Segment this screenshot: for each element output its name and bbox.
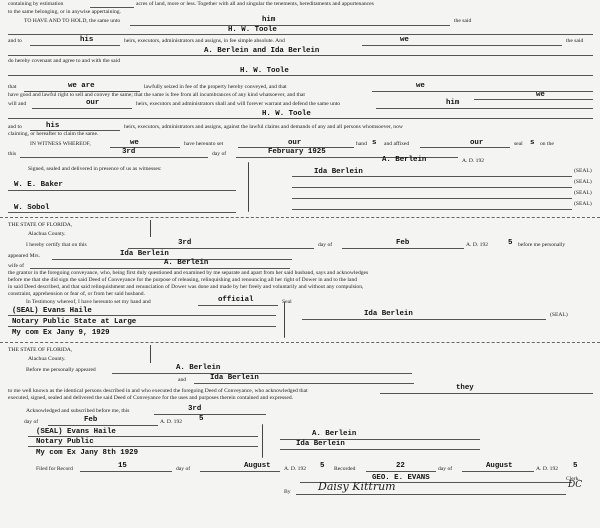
ack2-signer-1: A. Berlein (312, 430, 357, 438)
text-wife: wife of (8, 263, 24, 269)
text-recorded: Recorded (334, 466, 356, 472)
ack2-body-1: to me well known as the identical persons described in and who executed the foregoing Deed of Conveyance, who acknowledged that (8, 388, 308, 394)
text-appeared: appeared Mrs. (8, 253, 40, 259)
ack1-official: official (218, 296, 254, 304)
text-claiming: claiming, or hereafter to claim the same. (8, 131, 99, 137)
text-belonging: to the same belonging, or in anywise appertaining. (8, 9, 121, 15)
his-2: his (46, 122, 60, 130)
ack2-notary-3: My com Ex Jany 8th 1929 (36, 449, 139, 457)
deed-month-year: February 1925 (268, 148, 326, 156)
our-3: our (470, 139, 484, 147)
text-seal: seal (514, 141, 523, 147)
we-are: we are (68, 82, 95, 90)
state-2: THE STATE OF FLORIDA, (8, 347, 73, 353)
text-will-and: will and (8, 101, 27, 107)
we-3: we (536, 91, 545, 99)
ack2-person-2: Ida Berlein (210, 374, 259, 382)
ack2-year: 5 (199, 415, 204, 423)
ack2-body-2: executed, signed, sealed and delivered the said Deed of Conveyance for the uses and purposes therein contained and expressed. (8, 395, 294, 401)
ack2-day: 3rd (188, 405, 202, 413)
ack2-notary-2: Notary Public (36, 438, 94, 446)
ack1-body-3: in said Deed described, and that said relinquishment and renunciation of Dower was done and made by her freely and voluntarily and without any compulsion, (8, 284, 364, 290)
him-2: him (446, 99, 460, 107)
text-before: before me personally (518, 242, 566, 248)
text-seal-a1: Seal (282, 299, 292, 305)
filed-month: August (244, 462, 271, 470)
filed-day: 15 (118, 462, 127, 470)
our-1: our (86, 99, 100, 107)
text-on-the: on the (540, 141, 554, 147)
text-acres: acres of land, more or less. Together with all and singular the tenements, hereditaments and appurtenances (136, 1, 374, 7)
grantee-name: H. W. Toole (228, 26, 277, 34)
text-filed: Filed for Record (36, 466, 73, 472)
text-the-said: the said (454, 18, 472, 24)
text-seized: lawfully seized in fee of the property hereby conveyed, and that (144, 84, 287, 90)
text-have-good: have good and lawful right to sell and convey the same; that the same is free from all incumbrances of any kind whatsoever, and that (8, 92, 305, 98)
ack1-notary-3: My com Ex Jany 9, 1929 (12, 329, 110, 337)
ack1-year: 5 (508, 239, 513, 247)
we-2: we (416, 82, 425, 90)
text-ad-r2: A. D. 192 (536, 466, 559, 472)
text-heirs-abs: heirs, executors, administrators and assigns, in fee simple absolute. And (124, 38, 285, 44)
text-that: that (8, 84, 17, 90)
text-subscribed: Acknowledged and subscribed before me, this (26, 408, 130, 414)
text-ad-a2: A. D. 192 (160, 419, 183, 425)
text-have-hereunto: have hereunto set (184, 141, 224, 147)
text-signed: Signed, sealed and delivered in presence of us as witnesses: (28, 166, 162, 172)
ack1-body-1: the grantor in the foregoing conveyance, who, being first duly questioned and examined by me separate and apart from her said husband, says and acknowledges (8, 270, 369, 276)
grantors: A. Berlein and Ida Berlein (204, 47, 320, 55)
ack1-husband: A. Berlein (164, 259, 209, 267)
text-ad-a1: A. D. 192 (466, 242, 489, 248)
text-tohave: TO HAVE AND TO HOLD, the same unto (24, 18, 121, 24)
text-day-of-r1: day of (176, 466, 191, 472)
text-and-2: and (178, 377, 187, 383)
deputy-initials: DC (568, 480, 583, 490)
signer-2-top: Ida Berlein (314, 168, 363, 176)
text-day-of-a2: day of (24, 419, 39, 425)
text-day-of: day of (212, 151, 227, 157)
text-certify: I hereby certify that on this (26, 242, 87, 248)
text-and-to: and to (8, 38, 22, 44)
seal-3: (SEAL) (574, 190, 592, 196)
deed-day: 3rd (122, 148, 136, 156)
text-heirs-warrant: heirs, executors and administrators shall and will forever warrant and defend the same unto (136, 101, 341, 107)
ack2-signer-2: Ida Berlein (296, 440, 345, 448)
ack2-person-1: A. Berlein (176, 364, 221, 372)
text-before-2: Before me personally appeared (26, 367, 96, 373)
ack1-body-2: before me that she did sign the said Deed of Conveyance for the purpose of releasing, relinquishing and renouncing all her right of Dower in and to the land (8, 277, 358, 283)
ack2-notary-1: (SEAL) Evans Haile (36, 428, 116, 436)
toole-2: H. W. Toole (240, 67, 289, 75)
we-4: we (130, 139, 139, 147)
text-covenant: do hereby covenant and agree to and with the said (8, 58, 120, 64)
text-testimony: In Testimony whereof, I have hereunto set my hand and (26, 299, 151, 305)
s-mark-2: s (530, 139, 535, 147)
we-1: we (400, 36, 409, 44)
text-ad-1: A. D. 192 (462, 158, 485, 164)
witness-2: W. Sobol (14, 204, 50, 212)
state-1: THE STATE OF FLORIDA, (8, 222, 73, 228)
text-by: By (284, 489, 291, 495)
witness-1: W. E. Baker (14, 181, 63, 189)
ack2-they: they (456, 384, 474, 392)
recorded-month: August (486, 462, 513, 470)
ack2-month: Feb (84, 416, 98, 424)
ack1-signer: Ida Berlein (364, 310, 413, 318)
seal-2: (SEAL) (574, 179, 592, 185)
recorded-day: 22 (396, 462, 405, 470)
text-day-of-r2: day of (438, 466, 453, 472)
seal-4: (SEAL) (574, 201, 592, 207)
text-affixed: and affixed (384, 141, 410, 147)
recorded-year: 5 (573, 462, 578, 470)
text-witness: IN WITNESS WHEREOF, (30, 141, 91, 147)
county-2: Alachua County. (28, 356, 66, 362)
grantee-pronoun: him (262, 16, 276, 24)
filed-year: 5 (320, 462, 325, 470)
ack1-month: Feb (396, 239, 410, 247)
text-this: this (8, 151, 17, 157)
text-clerk: Clerk. (566, 476, 580, 482)
ack1-day: 3rd (178, 239, 192, 247)
ack1-appeared: Ida Berlein (120, 250, 169, 258)
county-1: Alachua County. (28, 231, 66, 237)
ack1-notary-2: Notary Public State at Large (12, 318, 137, 326)
clerk-name: GEO. E. EVANS (372, 474, 430, 482)
ack1-body-4: constraint, apprehension or fear of, or from her said husband. (8, 291, 146, 297)
deputy-signature: Daisy Kittrum (318, 480, 396, 493)
our-2: our (288, 139, 302, 147)
text-containing: containing by estimation (8, 1, 64, 7)
s-mark: s (372, 139, 377, 147)
signer-1-top: A. Berlein (382, 156, 427, 164)
his-1: his (80, 36, 94, 44)
text-ad-r1: A. D. 192 (284, 466, 307, 472)
text-and-to-2: and to (8, 124, 22, 130)
ack1-notary-1: (SEAL) Evans Haile (12, 307, 92, 315)
text-day-of-a1: day of (318, 242, 333, 248)
text-hand: hand (356, 141, 367, 147)
seal-1: (SEAL) (574, 168, 592, 174)
text-heirs-claims: heirs, executors, administrators and assigns, against the lawful claims and demands of any and all persons whomsoever, now (124, 124, 403, 130)
seal-a1: (SEAL) (550, 312, 568, 318)
text-the-said-2: the said (566, 38, 584, 44)
toole-3: H. W. Toole (262, 110, 311, 118)
